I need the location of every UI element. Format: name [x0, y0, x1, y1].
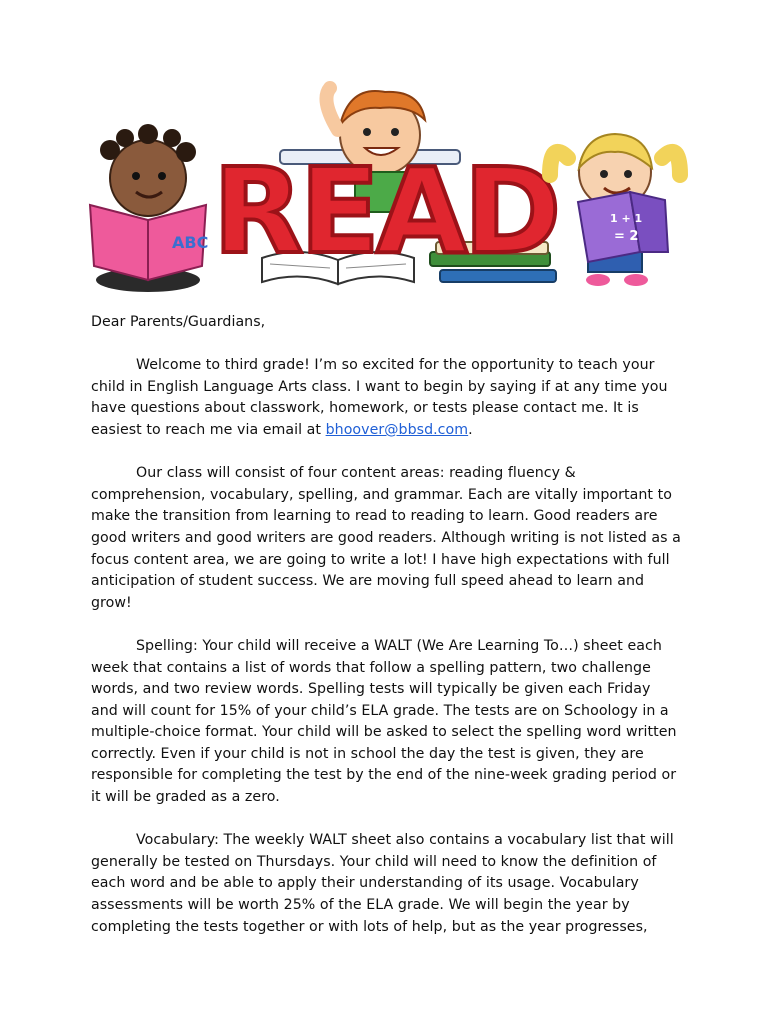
girl-right-character-icon	[550, 134, 680, 286]
book-math-top-label: 1 + 1	[610, 212, 643, 225]
welcome-text: Welcome to third grade! I’m so excited for the opportunity to teach your child in English Language Arts class. I want to begin by saying if at any time you have questions about classwork, homework, or tests please contact me. It is easiest to reach me via email at	[91, 357, 668, 438]
paragraph-spelling: Spelling: Your child will receive a WALT (We Are Learning To…) sheet each week that contains a list of words that follow a spelling pattern, two challenge words, and two review words. Spelling tests will typically be given each Friday and will count for 15% of your child’s ELA grade. The tests are on Schoology in a multiple-choice format. Your child will be asked to select the spelling word written correctly. Even if your child is not in school the day the test is given, they are responsible for completing the test by the end of the nine-week grading period or it will be graded as a zero.	[91, 637, 677, 806]
read-banner-art	[80, 80, 700, 300]
paragraph-welcome	[91, 355, 681, 441]
read-banner-illustration	[80, 80, 700, 300]
paragraph-vocabulary: Vocabulary: The weekly WALT sheet also contains a vocabulary list that will generally be tested on Thursdays. Your child will need to know the definition of each word and be able to apply their understanding of its usage. Vocabulary assessments will be worth 25% of the ELA grade. We will begin the year by completing the tests together or with lots of help, but as the year progresses,	[91, 832, 674, 935]
book-math-bottom-label: = 2	[614, 229, 639, 244]
read-title-text: READ	[212, 142, 558, 280]
book-abc-label: ABC	[172, 233, 209, 252]
read-title-graphic	[213, 142, 558, 280]
welcome-text-end: .	[468, 421, 473, 438]
teacher-email-link[interactable]: bhoover@bbsd.com	[325, 421, 469, 438]
letter-body	[91, 312, 681, 960]
paragraph-content-areas: Our class will consist of four content areas: reading fluency & comprehension, vocabulary, spelling, and grammar. Each are vitally important to make the transition from learning to read to reading to learn. Good readers are good writers and good writers are good readers. Although writing is not listed as a focus content area, we are going to write a lot! I have high expectations with full anticipation of student success. We are moving full speed ahead to learn and grow!	[91, 465, 681, 611]
salutation: Dear Parents/Guardians,	[91, 314, 266, 330]
girl-left-character-icon	[90, 124, 208, 292]
